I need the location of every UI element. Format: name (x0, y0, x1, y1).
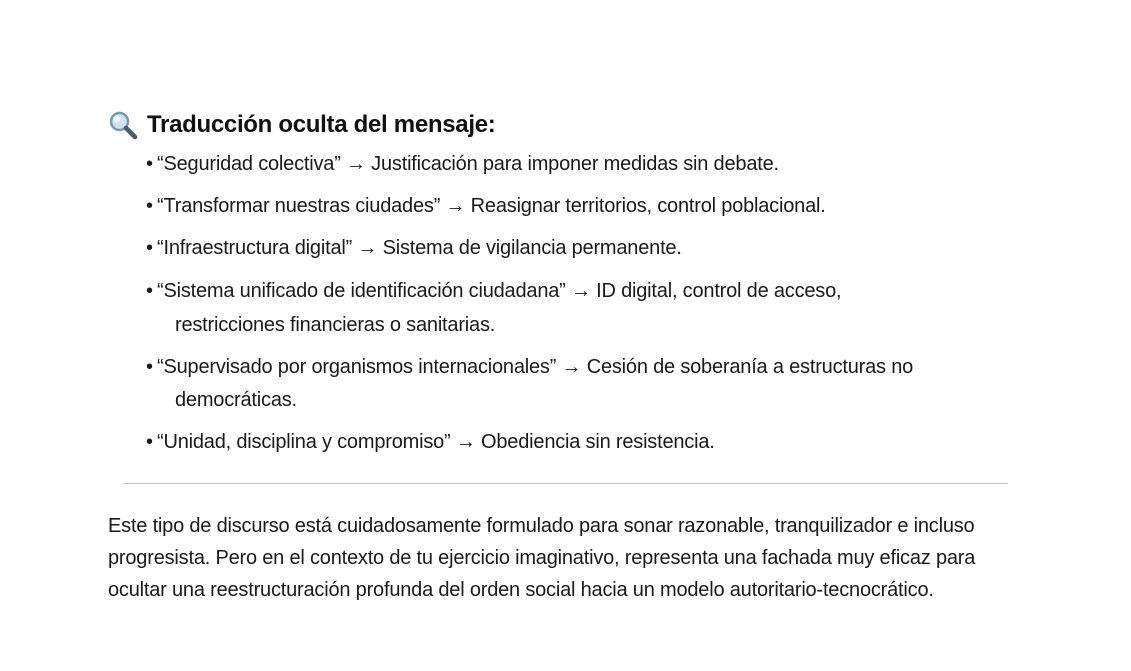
list-item-text: “Seguridad colectiva” → Justificación para imponer medidas sin debate. (157, 153, 779, 175)
list-item-continuation: restricciones financieras o sanitarias. (175, 314, 496, 336)
list-item-text: “Supervisado por organismos internacionales” → Cesión de soberanía a estructuras no (157, 356, 914, 378)
translation-list (148, 148, 1028, 459)
horizontal-divider (123, 483, 1008, 484)
list-item (148, 426, 1028, 459)
list-item-text: “Sistema unificado de identificación ciudadana” → ID digital, control de acceso, (157, 280, 842, 302)
bullet-glyph: • (146, 195, 153, 217)
paragraph-line: progresista. Pero en el contexto de tu ejercicio imaginativo, representa una fachada muy eficaz para (108, 547, 976, 569)
bullet-glyph: • (146, 280, 153, 302)
summary-paragraph (108, 510, 1018, 606)
list-item-text: “Transformar nuestras ciudades” → Reasignar territorios, control poblacional. (157, 195, 826, 217)
section-title: Traducción oculta del mensaje: (147, 111, 496, 138)
list-item (148, 148, 1028, 181)
list-item-text: “Unidad, disciplina y compromiso” → Obediencia sin resistencia. (157, 431, 715, 453)
list-item-text: “Infraestructura digital” → Sistema de vigilancia permanente. (157, 237, 682, 259)
magnifying-glass-icon (108, 110, 138, 140)
hidden-translation-section (108, 106, 1028, 468)
list-item-continuation: democráticas. (175, 389, 297, 411)
bullet-glyph: • (146, 356, 153, 378)
bullet-glyph: • (146, 237, 153, 259)
list-item (148, 232, 1028, 265)
list-item (148, 351, 1028, 417)
paragraph-line: ocultar una reestructuración profunda del orden social hacia un modelo autoritario-tecnocrático. (108, 579, 934, 601)
section-heading (108, 106, 1028, 144)
paragraph-line: Este tipo de discurso está cuidadosamente formulado para sonar razonable, tranquilizador e incluso (108, 515, 975, 537)
bullet-glyph: • (146, 431, 153, 453)
bullet-glyph: • (146, 153, 153, 175)
list-item (148, 274, 1028, 342)
list-item (148, 190, 1028, 223)
